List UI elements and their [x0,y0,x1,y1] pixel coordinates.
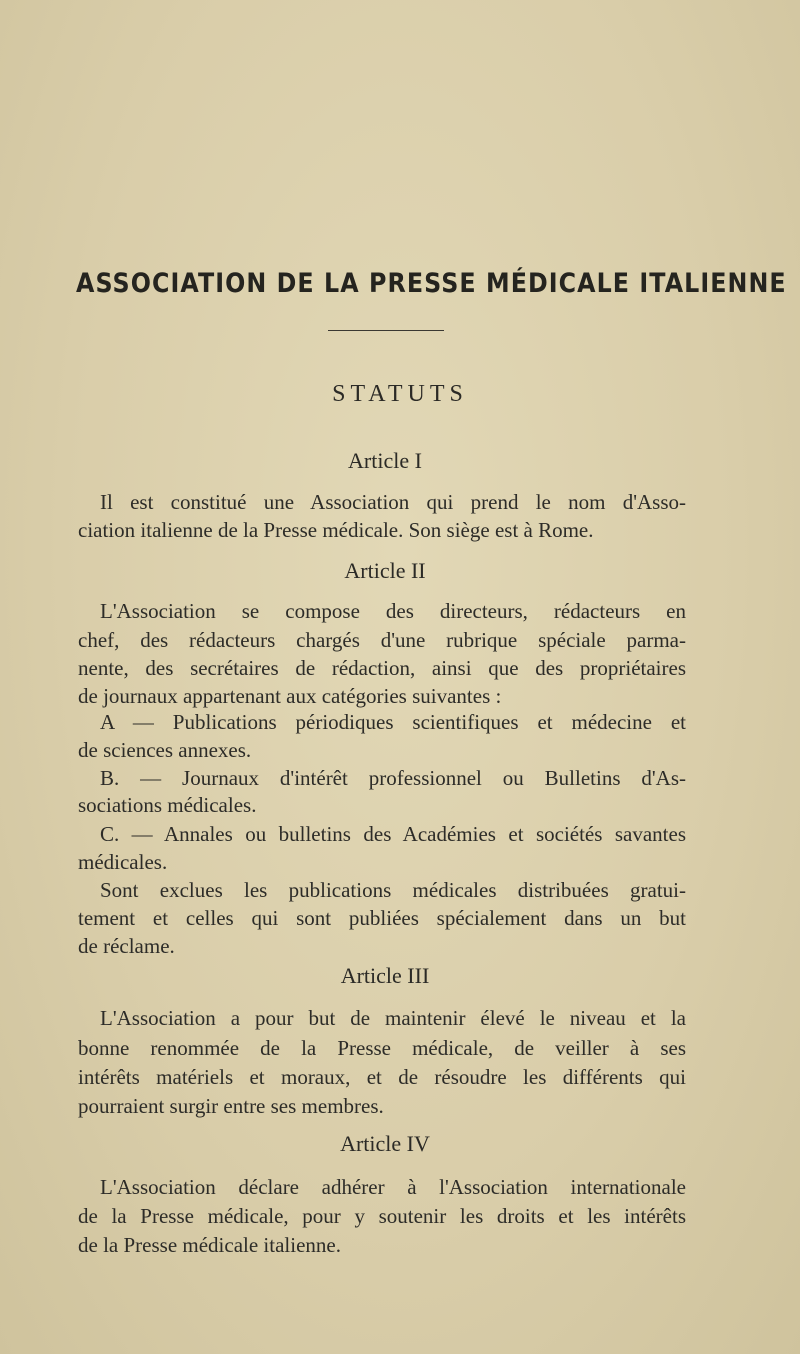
article-heading: Article III [340,963,430,988]
text-line: B. — Journaux d'intérêt professionnel ou Bulletins d'As- [100,766,686,790]
article-heading: Article I [348,448,422,473]
text-line: de sciences annexes. [78,738,252,762]
text-line: pourraient surgir entre ses membres. [78,1094,384,1118]
text-line: chef, des rédacteurs chargés d'une rubrique spéciale parma- [78,628,686,652]
text-line: A — Publications périodiques scientifiques et médecine et [100,710,686,734]
text-line: bonne renommée de la Presse médicale, de veiller à ses [78,1036,686,1060]
text-line: C. — Annales ou bulletins des Académies et sociétés savantes [100,822,686,846]
text-line: Il est constitué une Association qui prend le nom d'Asso- [100,490,686,514]
text-line: intérêts matériels et moraux, et de résoudre les différents qui [78,1065,686,1089]
text-line: L'Association se compose des directeurs, rédacteurs en [100,599,686,623]
text-line: de la Presse médicale italienne. [78,1233,341,1257]
text-line: de journaux appartenant aux catégories suivantes : [78,684,502,708]
article-heading: Article IV [340,1131,430,1156]
title-divider [328,330,444,331]
text-line: Sont exclues les publications médicales distribuées gratui- [100,878,686,902]
text-line: médicales. [78,850,168,874]
text-line: sociations médicales. [78,793,257,817]
text-line: de réclame. [78,934,175,958]
text-line: L'Association a pour but de maintenir élevé le niveau et la [100,1006,686,1030]
section-title: STATUTS [332,381,468,407]
text-line: ciation italienne de la Presse médicale. Son siège est à Rome. [78,518,594,542]
text-line: nente, des secrétaires de rédaction, ainsi que des propriétaires [78,656,686,680]
text-line: de la Presse médicale, pour y soutenir les droits et les intérêts [78,1204,686,1228]
document-title: ASSOCIATION DE LA PRESSE MÉDICALE ITALIENNE [76,268,787,299]
article-heading: Article II [344,558,426,583]
text-line: tement et celles qui sont publiées spécialement dans un but [78,906,686,930]
text-line: L'Association déclare adhérer à l'Association internationale [100,1175,686,1199]
